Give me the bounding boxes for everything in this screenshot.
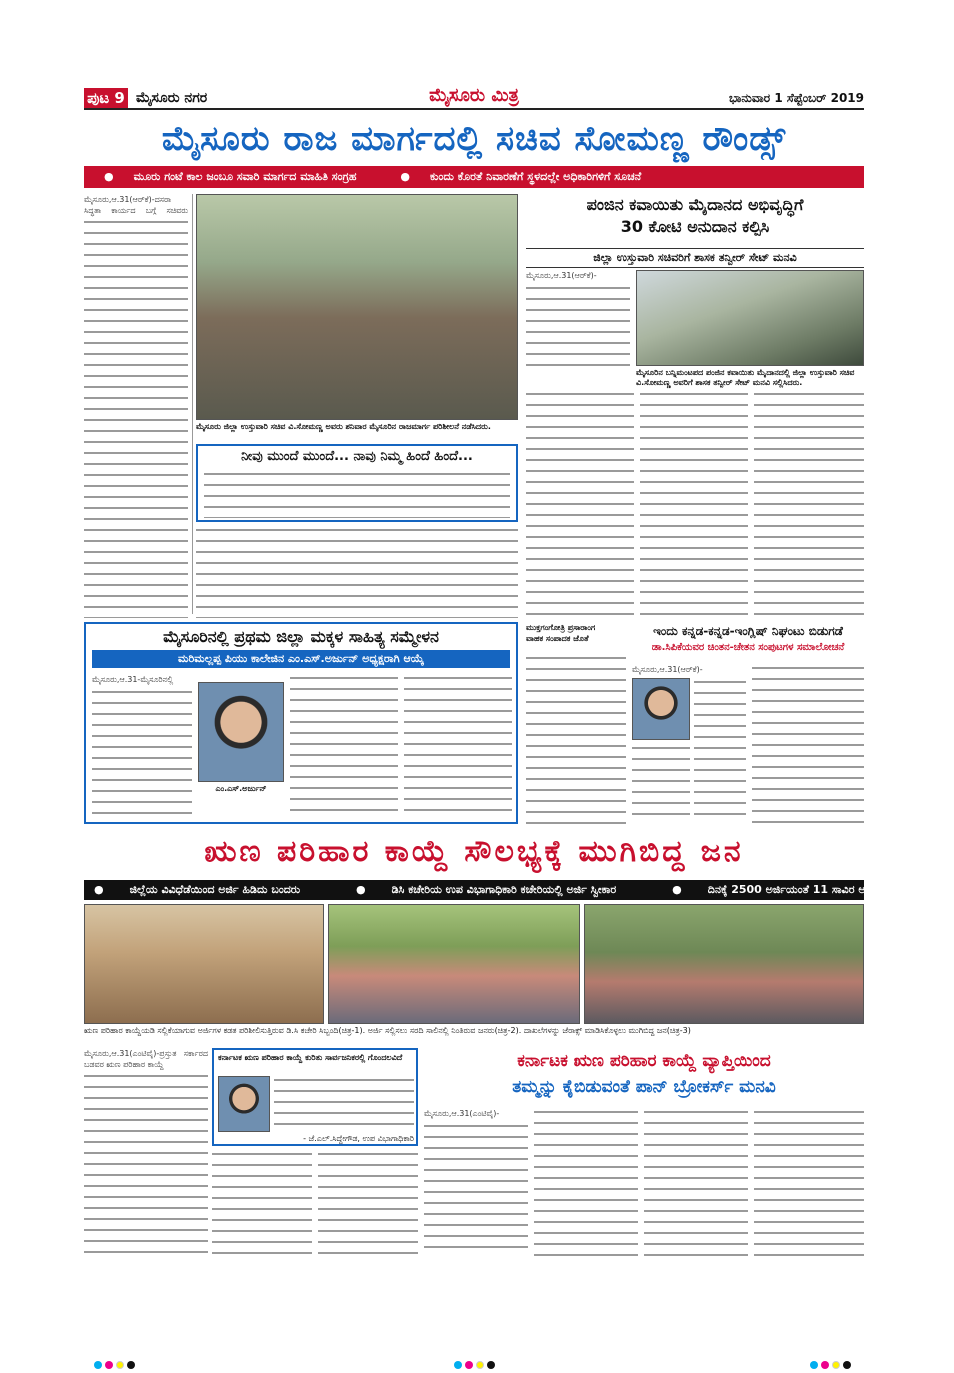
- talk-subhead: ಡಾ.ಸಿಪಿಕೆಯವರ ಚಿಂತನ-ಚೇತನ ಸಂಪುಟಗಳ ಸಮಾಲೋಚನೆ: [651, 642, 845, 653]
- registration-marks-center: [454, 1354, 498, 1364]
- page-number-badge: ಪುಟ 9: [84, 88, 128, 108]
- debt-photo-1: [84, 904, 324, 1024]
- lead-photo: [196, 194, 518, 420]
- pawn-body-3: [644, 1108, 748, 1256]
- debt-photo-2: [328, 904, 580, 1024]
- debt-subhead-2: ಡಿಸಿ ಕಚೇರಿಯ ಉಪ ವಿಭಾಗಾಧಿಕಾರಿ ಕಚೇರಿಯಲ್ಲಿ ಅರ್ಜಿ ಸ್ವೀಕಾರ: [391, 883, 617, 896]
- talk-headline-block: [632, 622, 864, 660]
- lead-story-continued: [196, 526, 518, 618]
- debt-photo-caption: ಋಣ ಪರಿಹಾರ ಕಾಯ್ದೆಯಡಿ ಸಲ್ಲಿಕೆಯಾಗುವ ಅರ್ಜಿಗಳ ಕಡತ ಪರಿಶೀಲಿಸುತ್ತಿರುವ ಡಿ.ಸಿ ಕಚೇರಿ ಸಿಬ್ಬಂದಿ(ಚಿತ್ರ-1). ಅರ್ಜಿ ಸಲ್ಲಿಸಲು ಸರದಿ ಸಾಲಿನಲ್ಲಿ ನಿಂತಿರುವ ಜನರು(ಚಿತ್ರ-2). ದಾಖಲೆಗಳನ್ನು ಜೆರಾಕ್ಸ್ ಮಾಡಿಸಿಕೊಳ್ಳಲು ಮುಗಿಬಿದ್ದ ಜನ(ಚಿತ್ರ-3): [84, 1026, 691, 1035]
- talk-kicker: [526, 622, 626, 652]
- lead-dateline: ಮೈಸೂರು,ಆ.31(ಆರ್‌ಕೆ)-ದಸರಾ ಸಿದ್ಧತಾ ಕಾರ್ಯದ ಬಗ್ಗೆ ಸಚಿವರು: [84, 195, 188, 215]
- literature-portrait: [198, 682, 284, 782]
- right-story-body-1: [526, 284, 630, 366]
- column-rule: [192, 194, 193, 614]
- newspaper-page: [84, 85, 903, 1256]
- debt-body-3: [318, 1150, 418, 1256]
- right-dateline: ಮೈಸೂರು,ಆ.31(ಆರ್‌ಕೆ)-: [526, 271, 597, 280]
- registration-marks-right: [810, 1354, 854, 1364]
- pawn-headline-line2: ತಮ್ಮನ್ನು ಕೈಬಿಡುವಂತೆ ಪಾನ್ ಬ್ರೋಕರ್ಸ್ ಮನವಿ: [512, 1077, 776, 1097]
- debt-subhead-bar: ● ಜಿಲ್ಲೆಯ ವಿವಿಧೆಡೆಯಿಂದ ಅರ್ಜಿ ಹಿಡಿದು ಬಂದರು ● ಡಿಸಿ ಕಚೇರಿಯ ಉಪ ವಿಭಾಗಾಧಿಕಾರಿ ಕಚೇರಿಯಲ್ಲಿ ಅರ್ಜಿ ಸ್ವೀಕಾರ ● ದಿನಕ್ಕೆ 2500 ಅರ್ಜಿಯಂತೆ 11 ಸಾವಿರ ಅರ್ಜಿ ಸಲ್ಲಿಕೆ: [84, 880, 864, 900]
- right-story-photo: [636, 270, 864, 366]
- talk-kicker-1: ಮುಕ್ತಗಂಗೋತ್ರಿ ಪ್ರಸಾರಾಂಗ: [526, 623, 596, 632]
- lead-headline: ಮೈಸೂರು ರಾಜ ಮಾರ್ಗದಲ್ಲಿ ಸಚಿವ ಸೋಮಣ್ಣ ರೌಂಡ್ಸ್: [161, 119, 787, 159]
- debt-subhead-3: ದಿನಕ್ಕೆ 2500 ಅರ್ಜಿಯಂತೆ 11 ಸಾವಿರ ಅರ್ಜಿ ಸಲ್ಲಿಕೆ: [707, 883, 903, 896]
- lead-subhead-2: ಕುಂದು ಕೊರತೆ ನಿವಾರಣೆಗೆ ಸ್ಥಳದಲ್ಲೇ ಅಧಿಕಾರಿಗಳಿಗೆ ಸೂಚನೆ: [430, 170, 642, 183]
- right-story-subhead: ಜಿಲ್ಲಾ ಉಸ್ತುವಾರಿ ಸಚಿವರಿಗೆ ಶಾಸಕ ತನ್ವೀರ್ ಸೇಟ್ ಮನವಿ: [526, 248, 864, 268]
- right-story-body-2: [526, 390, 634, 618]
- lead-subhead-bar: ● ಮೂರು ಗಂಟೆ ಕಾಲ ಜಂಬೂ ಸವಾರಿ ಮಾರ್ಗದ ಮಾಹಿತಿ ಸಂಗ್ರಹ ● ಕುಂದು ಕೊರತೆ ನಿವಾರಣೆಗೆ ಸ್ಥಳದಲ್ಲೇ ಅಧಿಕಾರಿಗಳಿಗೆ ಸೂಚನೆ: [84, 166, 864, 188]
- lead-subhead-1: ಮೂರು ಗಂಟೆ ಕಾಲ ಜಂಬೂ ಸವಾರಿ ಮಾರ್ಗದ ಮಾಹಿತಿ ಸಂಗ್ರಹ: [133, 170, 357, 183]
- debt-quote-body: [274, 1076, 414, 1130]
- debt-subhead-1: ಜಿಲ್ಲೆಯ ವಿವಿಧೆಡೆಯಿಂದ ಅರ್ಜಿ ಹಿಡಿದು ಬಂದರು: [129, 883, 301, 896]
- lead-quote-box: [196, 444, 518, 522]
- talk-side-body: [526, 654, 626, 824]
- debt-photo-3: [584, 904, 864, 1024]
- registration-marks-left: [94, 1354, 138, 1364]
- literature-headline: ಮೈಸೂರಿನಲ್ಲಿ ಪ್ರಥಮ ಜಿಲ್ಲಾ ಮಕ್ಕಳ ಸಾಹಿತ್ಯ ಸಮ್ಮೇಳನ: [163, 627, 439, 646]
- debt-body-1: [84, 1072, 208, 1256]
- issue-date: ಭಾನುವಾರ 1 ಸೆಪ್ಟೆಂಬರ್ 2019: [728, 91, 864, 105]
- debt-quote-signature: - ಜೆ.ಎಲ್.ಸಿದ್ದೇಗೌಡ, ಉಪ ವಿಭಾಗಾಧಿಕಾರಿ: [303, 1134, 414, 1143]
- lead-photo-caption: ಮೈಸೂರು ಜಿಲ್ಲಾ ಉಸ್ತುವಾರಿ ಸಚಿವ ವಿ.ಸೋಮಣ್ಣ ಅವರು ಶನಿವಾರ ಮೈಸೂರಿನ ರಾಜಮಾರ್ಗ ಪರಿಶೀಲನೆ ನಡೆಸಿದರು.: [196, 422, 491, 431]
- right-photo-caption: ಮೈಸೂರಿನ ಬನ್ನಿಮಂಟಪದ ಪಂಜಿನ ಕವಾಯಿತು ಮೈದಾನದಲ್ಲಿ ಜಿಲ್ಲಾ ಉಸ್ತುವಾರಿ ಸಚಿವ ವಿ.ಸೋಮಣ್ಣ ಅವರಿಗೆ ಶಾಸಕ ತನ್ವೀರ್ ಸೇಟ್ ಮನವಿ ಸಲ್ಲಿಸಿದರು.: [636, 368, 855, 387]
- lead-quote-body: [204, 470, 510, 518]
- debt-body-2: [212, 1150, 312, 1256]
- pawn-dateline: ಮೈಸೂರು,ಆ.31(ಎಂಟಿವೈ)-: [424, 1109, 500, 1118]
- talk-kicker-2: ವಾಹಕ ಸಂಪಾದಕ ಜೊತೆ: [526, 634, 589, 643]
- page-header: [84, 86, 864, 110]
- talk-dateline: ಮೈಸೂರು,ಆ.31(ಆರ್‌ಕೆ)-: [632, 665, 703, 674]
- talk-headline: ಇಂದು ಕನ್ನಡ-ಕನ್ನಡ-ಇಂಗ್ಲಿಷ್ ನಿಘಂಟು ಬಿಡುಗಡೆ: [653, 624, 843, 638]
- literature-portrait-caption: ಎಂ.ಎಸ್.ಅರ್ಜುನ್: [215, 784, 267, 793]
- lead-story-body: [84, 218, 188, 618]
- talk-body-2: [752, 664, 864, 824]
- debt-headline: ಋಣ ಪರಿಹಾರ ಕಾಯ್ದೆ ಸೌಲಭ್ಯಕ್ಕೆ ಮುಗಿಬಿದ್ದ ಜನ: [204, 834, 744, 869]
- right-headline-line1: ಪಂಜಿನ ಕವಾಯಿತು ಮೈದಾನದ ಅಭಿವೃದ್ಧಿಗೆ: [586, 195, 804, 214]
- literature-dateline: ಮೈಸೂರು,ಆ.31-ಮೈಸೂರಿನಲ್ಲಿ: [92, 675, 174, 684]
- section-title: ಮೈಸೂರು ನಗರ: [136, 90, 208, 106]
- pawn-headline-line1: ಕರ್ನಾಟಕ ಋಣ ಪರಿಹಾರ ಕಾಯ್ದೆ ವ್ಯಾಪ್ತಿಯಿಂದ: [517, 1051, 771, 1071]
- right-story-headline: [526, 194, 864, 248]
- pawn-body-4: [754, 1108, 864, 1256]
- pawn-body-2: [534, 1108, 638, 1256]
- literature-story-box: [84, 622, 518, 824]
- right-headline-line2: 30 ಕೋಟಿ ಅನುದಾನ ಕಲ್ಪಿಸಿ: [620, 217, 770, 236]
- right-story-body-3: [640, 390, 748, 618]
- debt-quote-title: ಕರ್ನಾಟಕ ಋಣ ಪರಿಹಾರ ಕಾಯ್ದೆ ಕುರಿತು ಸಾರ್ವಜನಿಕರಲ್ಲಿ ಗೊಂದಲವಿದೆ: [218, 1053, 403, 1062]
- talk-body-3: [632, 744, 690, 824]
- literature-body-3: [404, 674, 512, 818]
- masthead-logo: ಮೈಸೂರು ಮಿತ್ರ: [429, 85, 519, 106]
- right-story-body-4: [754, 390, 864, 618]
- pawn-headline-block: [424, 1048, 864, 1104]
- talk-body-1: [694, 678, 746, 824]
- debt-quote-box: [212, 1048, 418, 1146]
- lead-quote-title: ನೀವು ಮುಂದೆ ಮುಂದೆ... ನಾವು ನಿಮ್ಮ ಹಿಂದೆ ಹಿಂದೆ...: [241, 449, 473, 464]
- literature-body-1: [92, 688, 192, 818]
- literature-subhead: ಮರಿಮಲ್ಲಪ್ಪ ಪಿಯು ಕಾಲೇಜಿನ ಎಂ.ಎಸ್.ಅರ್ಜುನ್ ಅಧ್ಯಕ್ಷರಾಗಿ ಆಯ್ಕೆ: [92, 650, 510, 668]
- talk-portrait: [632, 678, 690, 740]
- literature-body-2: [290, 674, 398, 818]
- debt-quote-portrait: [218, 1076, 270, 1132]
- debt-dateline: ಮೈಸೂರು,ಆ.31(ಎಂಟಿವೈ)-ಪ್ರಸ್ತುತ ಸರ್ಕಾರದ ಬಡವರ ಋಣ ಪರಿಹಾರ ಕಾಯ್ದೆ: [84, 1049, 208, 1069]
- pawn-body-1: [424, 1122, 528, 1256]
